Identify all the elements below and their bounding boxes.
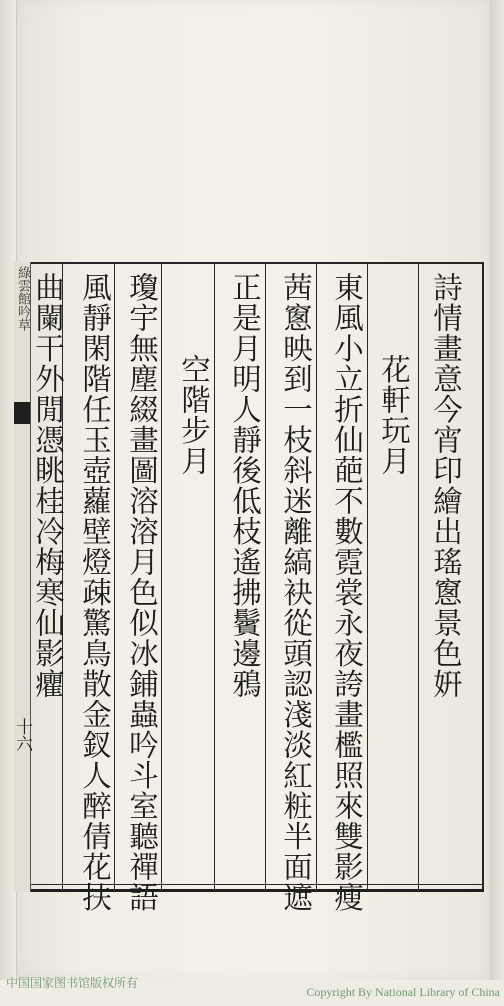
text-column-1: 詩情畫意今宵印繪出瑤窻景色姸: [429, 272, 463, 699]
text-column-9: 曲闌干外閒憑眺桂冷梅寒仙影癯: [31, 272, 65, 699]
text-column-7: 瓊宇無塵綴畫圖溶溶月色似冰鋪蟲吟斗室聽禪語: [125, 272, 159, 913]
text-column-8: 風靜閑階任玉壺蘿壁燈疎驚鳥散金釵人醉倩花扶: [78, 272, 112, 913]
folio-number: 十六: [12, 718, 32, 752]
section-heading-1: 花軒玩月: [377, 354, 411, 476]
column-rule: [265, 264, 266, 889]
watermark-english: Copyright By National Library of China: [306, 985, 500, 999]
text-column-3: 東風小立折仙葩不數霓裳永夜誇畫檻照來雙影瘦: [330, 272, 364, 913]
column-rule: [214, 264, 215, 889]
column-rule: [316, 264, 317, 889]
page-right-edge: [490, 0, 504, 980]
watermark-chinese: 中国国家图书馆版权所有: [6, 976, 139, 990]
column-rule: [418, 264, 419, 889]
fore-edge-title: 綠雲館吟草: [15, 266, 30, 331]
text-column-5: 正是月明人靜後低枝遙拂鬢邊鴉: [228, 272, 262, 699]
section-heading-2: 空階步月: [177, 354, 211, 476]
text-column-4: 茜窻映到一枝斜迷離縞袂從頭認淺淡紅粧半面遮: [279, 272, 313, 913]
column-rule: [367, 264, 368, 889]
